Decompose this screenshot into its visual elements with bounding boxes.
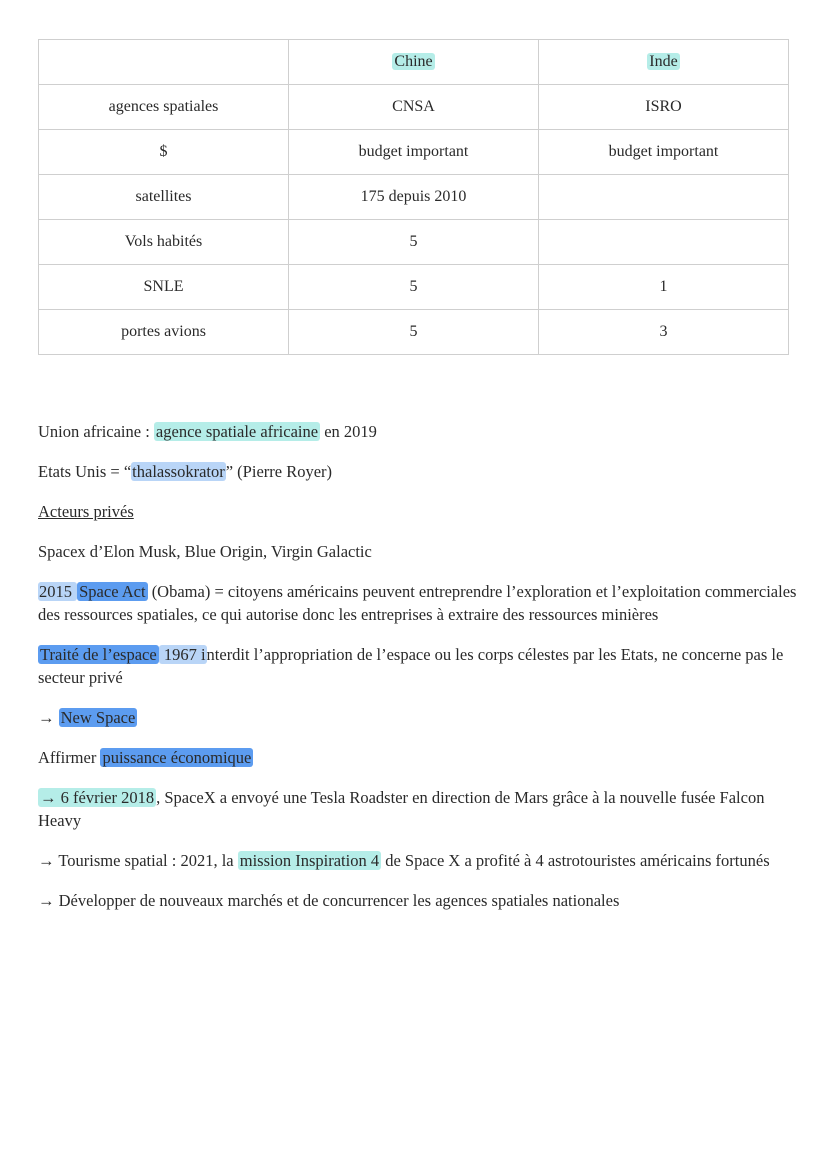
cell-text: budget important — [608, 143, 719, 160]
cell-text: agences spatiales — [108, 98, 219, 115]
table-cell — [39, 130, 289, 175]
cell-text: 5 — [409, 278, 418, 295]
table-cell — [39, 40, 289, 85]
text: → Développer de nouveaux marchés et de concurrencer les agences spatiales nationales — [38, 891, 620, 910]
text: de Space X a profité à 4 astrotouristes américains fortunés — [381, 851, 770, 870]
table-cell — [39, 85, 289, 130]
section-heading: Acteurs privés — [38, 502, 134, 521]
table-cell — [289, 265, 539, 310]
table-cell — [539, 85, 789, 130]
paragraph — [38, 460, 798, 483]
highlighted-text: agence spatiale africaine — [155, 422, 319, 441]
highlighted-text: → 6 février 2018 — [40, 788, 155, 807]
paragraph — [38, 500, 798, 523]
table-row — [39, 265, 789, 310]
cell-text: 5 — [409, 323, 418, 340]
highlighted-text: Traité de l’espace — [40, 645, 157, 664]
cell-text: budget important — [358, 143, 469, 160]
cell-text: 3 — [659, 323, 668, 340]
table-row — [39, 130, 789, 175]
text: Etats Unis = “ — [38, 462, 132, 481]
table-header-row — [39, 40, 789, 85]
text: en 2019 — [320, 422, 377, 441]
table-cell — [539, 175, 789, 220]
cell-text: 1 — [659, 278, 668, 295]
table-cell — [539, 40, 789, 85]
table-cell — [539, 310, 789, 355]
text: (Obama) = citoyens américains peuvent entreprendre l’exploration et l’exploitation commerciales des ressources spatiales, ce qui autorise donc les entreprises à extraire des ressources minières — [38, 582, 797, 624]
table-row — [39, 220, 789, 265]
table-cell — [539, 265, 789, 310]
table-cell — [289, 175, 539, 220]
cell-text: portes avions — [121, 323, 206, 340]
column-header: Inde — [649, 53, 678, 70]
cell-text: satellites — [135, 188, 192, 205]
text: → Tourisme spatial : 2021, la — [38, 851, 238, 870]
cell-text: 175 depuis 2010 — [360, 188, 467, 205]
highlighted-text: puissance économique — [102, 748, 252, 767]
table-cell — [289, 130, 539, 175]
table-cell — [289, 85, 539, 130]
cell-text: CNSA — [392, 98, 435, 115]
text: Union africaine : — [38, 422, 154, 441]
cell-text: Vols habités — [124, 233, 203, 250]
text: Affirmer — [38, 748, 101, 767]
cell-text: 5 — [409, 233, 418, 250]
comparison-table — [38, 39, 789, 355]
paragraph — [38, 746, 798, 769]
highlighted-text: Space Act — [79, 582, 146, 601]
highlighted-text: 2015 — [39, 582, 77, 601]
table-cell — [539, 220, 789, 265]
paragraph — [38, 420, 798, 443]
text: , SpaceX a envoyé une Tesla Roadster en direction de Mars grâce à la nouvelle fusée Falcon Heavy — [38, 788, 765, 830]
table-row — [39, 175, 789, 220]
notes-body — [38, 420, 798, 929]
text: ” (Pierre Royer) — [225, 462, 333, 481]
text: nterdit l’appropriation de l’espace ou les corps célestes par les Etats, ne concerne pas le secteur privé — [38, 645, 784, 687]
paragraph — [38, 580, 798, 626]
paragraph — [38, 706, 798, 729]
table-cell — [39, 220, 289, 265]
paragraph — [38, 643, 798, 689]
highlighted-text: New Space — [60, 708, 136, 727]
cell-text: $ — [159, 143, 168, 160]
column-header: Chine — [394, 53, 433, 70]
highlighted-text: thalassokrator — [132, 462, 225, 481]
table-cell — [289, 40, 539, 85]
cell-text: ISRO — [645, 98, 682, 115]
table-cell — [289, 220, 539, 265]
paragraph — [38, 786, 798, 832]
highlighted-text: mission Inspiration 4 — [239, 851, 380, 870]
table-cell — [539, 130, 789, 175]
table-row — [39, 85, 789, 130]
table-cell — [39, 265, 289, 310]
text: Spacex d’Elon Musk, Blue Origin, Virgin Galactic — [38, 542, 372, 561]
highlighted-text: 1967 i — [159, 645, 206, 664]
cell-text: SNLE — [143, 278, 184, 295]
table-cell — [289, 310, 539, 355]
table-cell — [39, 175, 289, 220]
paragraph — [38, 540, 798, 563]
paragraph — [38, 889, 798, 912]
table-row — [39, 310, 789, 355]
text: → — [38, 708, 59, 727]
table-cell — [39, 310, 289, 355]
paragraph — [38, 849, 798, 872]
